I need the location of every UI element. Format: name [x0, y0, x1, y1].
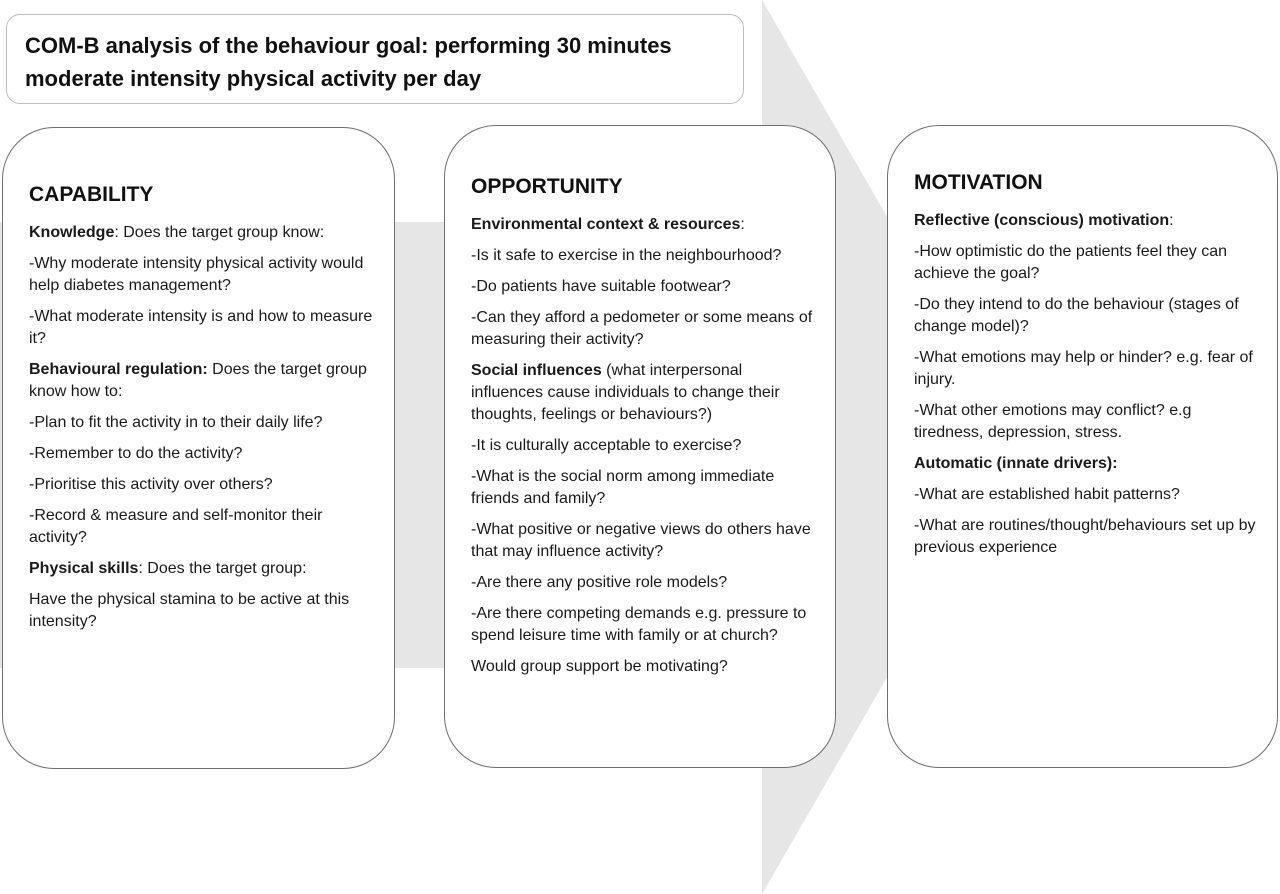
card-item	[914, 347, 1257, 391]
card-item	[914, 515, 1257, 559]
capability-card	[2, 127, 395, 769]
title-box	[6, 14, 744, 104]
card-item	[471, 214, 815, 236]
card-item	[29, 558, 374, 580]
card-item	[914, 210, 1257, 232]
item-text: :	[1169, 212, 1174, 229]
card-item	[471, 572, 815, 594]
item-text: -Do patients have suitable footwear?	[471, 278, 731, 295]
item-bold-label: Environmental context & resources	[471, 216, 741, 233]
item-text: (what interpersonal influences cause individuals to change their thoughts, feelings or behaviours?)	[471, 362, 780, 423]
item-text: Have the physical stamina to be active at this intensity?	[29, 591, 350, 630]
motivation-card	[887, 125, 1278, 768]
card-heading: MOTIVATION	[914, 171, 1043, 194]
card-item	[29, 474, 374, 496]
card-items	[914, 210, 1257, 559]
item-text: -Are there any positive role models?	[471, 574, 728, 591]
item-text: -Are there competing demands e.g. pressure to spend leisure time with family or at church?	[471, 605, 807, 644]
item-text: -Is it safe to exercise in the neighbourhood?	[471, 247, 782, 264]
card-item	[914, 241, 1257, 285]
item-text: -Remember to do the activity?	[29, 445, 243, 462]
item-text: Would group support be motivating?	[471, 658, 728, 675]
card-item	[914, 484, 1257, 506]
card-item	[29, 253, 374, 297]
item-text: -Record & measure and self-monitor their activity?	[29, 507, 323, 546]
item-text: -What moderate intensity is and how to measure it?	[29, 308, 373, 347]
card-item	[471, 466, 815, 510]
item-bold-label: Knowledge	[29, 224, 115, 241]
card-item	[471, 360, 815, 426]
item-text: -It is culturally acceptable to exercise?	[471, 437, 742, 454]
item-text: -Can they afford a pedometer or some means of measuring their activity?	[471, 309, 813, 348]
item-text: -Prioritise this activity over others?	[29, 476, 273, 493]
item-text: -Do they intend to do the behaviour (stages of change model)?	[914, 296, 1239, 335]
card-item	[471, 245, 815, 267]
card-item	[471, 435, 815, 457]
card-item	[29, 306, 374, 350]
card-item	[471, 307, 815, 351]
card-item	[29, 222, 374, 244]
card-item	[471, 656, 815, 678]
item-text: :	[740, 216, 745, 233]
card-item	[914, 400, 1257, 444]
item-bold-label: Social influences	[471, 362, 602, 379]
card-item	[914, 294, 1257, 338]
card-heading: OPPORTUNITY	[471, 175, 623, 198]
card-items	[471, 214, 815, 678]
item-text: : Does the target group know:	[114, 224, 325, 241]
card-heading: CAPABILITY	[29, 183, 154, 206]
card-item	[29, 589, 374, 633]
item-text: Does the target group know how to:	[29, 361, 367, 400]
item-text: -What positive or negative views do others have that may influence activity?	[471, 521, 811, 560]
item-text: -What is the social norm among immediate friends and family?	[471, 468, 775, 507]
card-item	[29, 412, 374, 434]
item-text: -Plan to fit the activity in to their daily life?	[29, 414, 323, 431]
item-bold-label: Physical skills	[29, 560, 139, 577]
item-text: -How optimistic do the patients feel they can achieve the goal?	[914, 243, 1228, 282]
opportunity-card	[444, 125, 836, 768]
item-text: -What are established habit patterns?	[914, 486, 1180, 503]
card-item	[471, 603, 815, 647]
card-item	[471, 519, 815, 563]
item-text: -What other emotions may conflict? e.g tiredness, depression, stress.	[914, 402, 1192, 441]
card-items	[29, 222, 374, 633]
item-bold-label: Behavioural regulation:	[29, 361, 208, 378]
item-bold-label: Automatic (innate drivers):	[914, 455, 1118, 472]
item-text: : Does the target group:	[138, 560, 307, 577]
item-text: -What are routines/thought/behaviours set up by previous experience	[914, 517, 1256, 556]
item-text: -Why moderate intensity physical activity would help diabetes management?	[29, 255, 364, 294]
card-item	[29, 359, 374, 403]
card-item	[29, 443, 374, 465]
card-item	[914, 453, 1257, 475]
item-bold-label: Reflective (conscious) motivation	[914, 212, 1170, 229]
item-text: -What emotions may help or hinder? e.g. fear of injury.	[914, 349, 1253, 388]
card-item	[29, 505, 374, 549]
card-item	[471, 276, 815, 298]
diagram-title: COM-B analysis of the behaviour goal: performing 30 minutes moderate intensity physical activity per day	[25, 33, 672, 91]
